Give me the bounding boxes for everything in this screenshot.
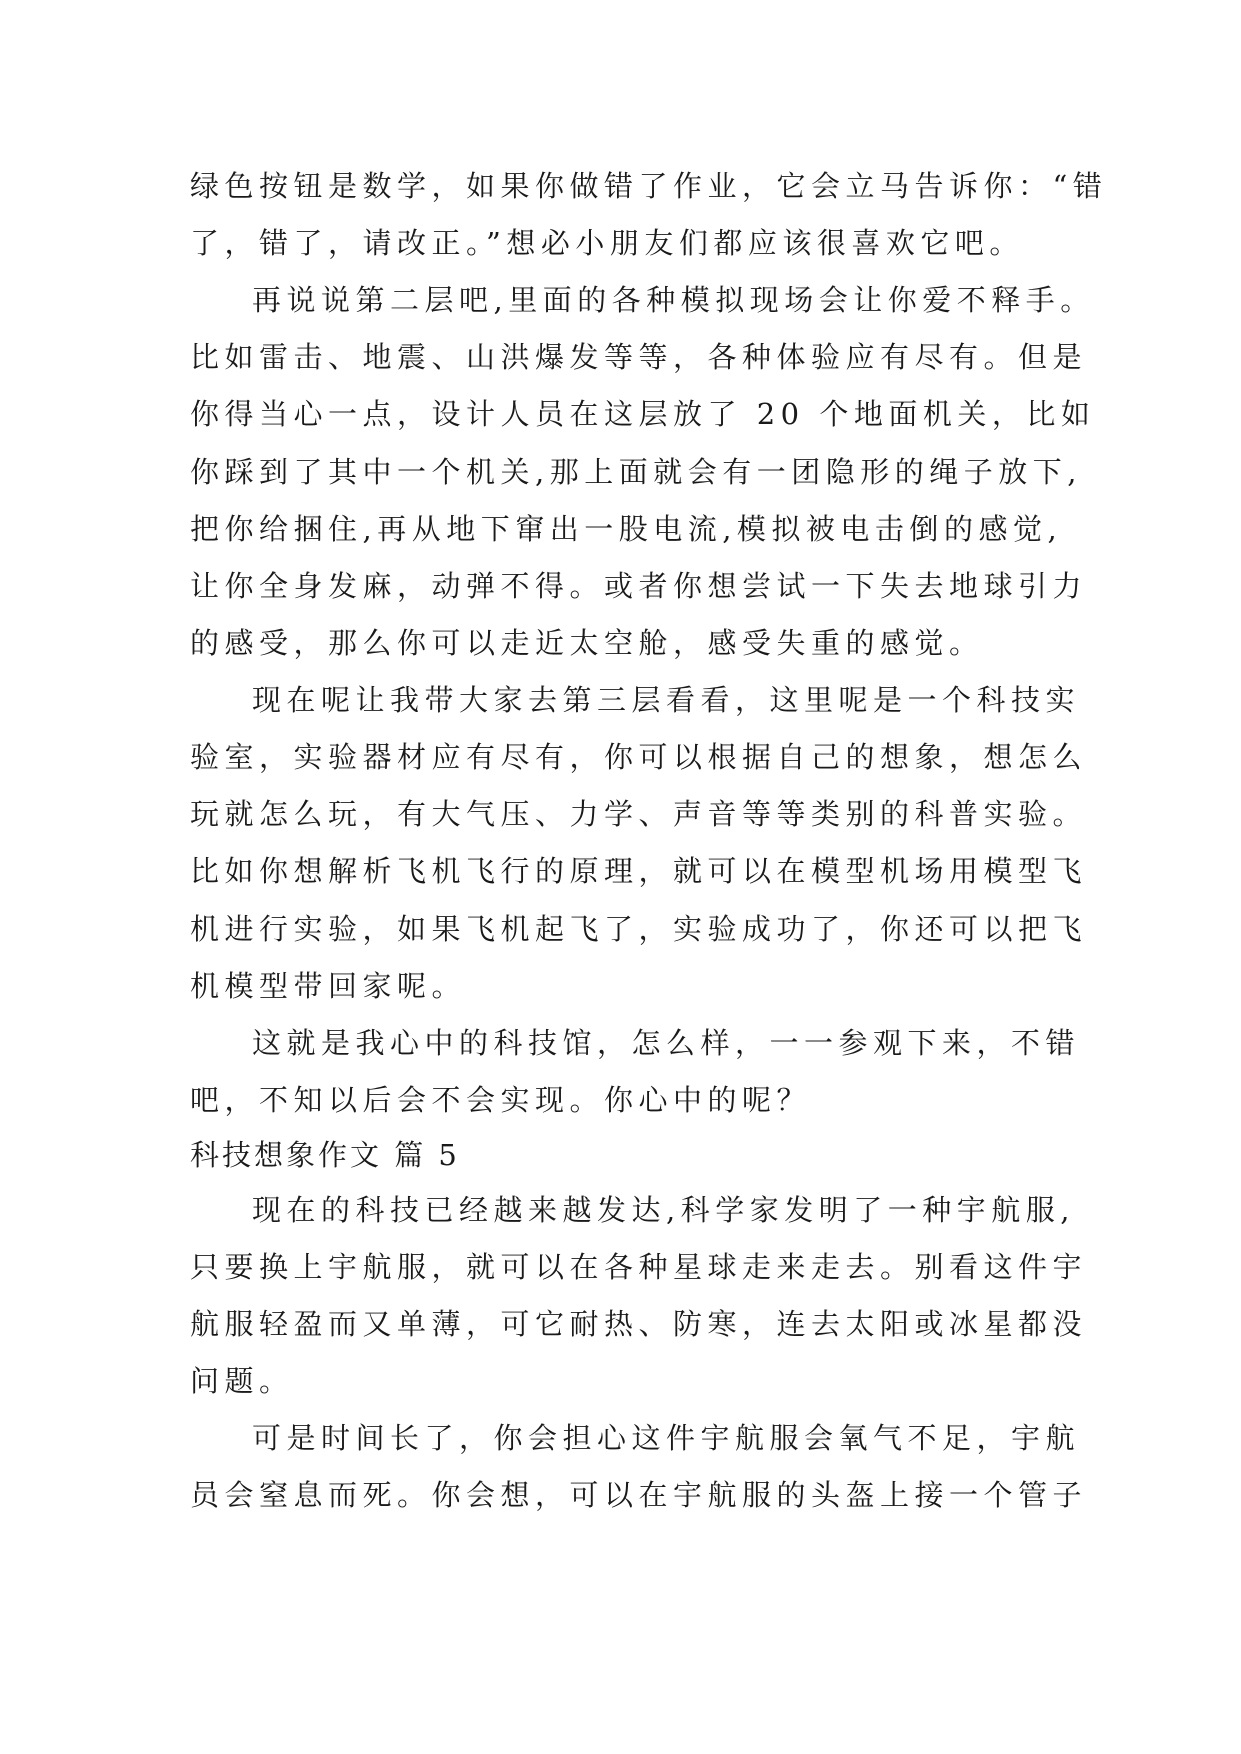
paragraph-line: 验室，实验器材应有尽有，你可以根据自己的想象，想怎么: [190, 740, 1088, 774]
paragraph-line: 让你全身发麻，动弹不得。或者你想尝试一下失去地球引力: [190, 569, 1088, 603]
paragraph-line: 问题。: [190, 1364, 294, 1398]
paragraph-line: 你得当心一点，设计人员在这层放了 20 个地面机关，比如: [190, 397, 1096, 431]
paragraph-line: 再说说第二层吧,里面的各种模拟现场会让你爱不释手。: [252, 283, 1095, 317]
paragraph-line: 现在呢让我带大家去第三层看看，这里呢是一个科技实: [252, 683, 1081, 717]
paragraph-line: 了，错了，请改正。”想必小朋友们都应该很喜欢它吧。: [190, 226, 1024, 260]
paragraph-line: 把你给捆住,再从地下窜出一股电流,模拟被电击倒的感觉,: [190, 512, 1063, 546]
paragraph-line: 可是时间长了，你会担心这件宇航服会氧气不足，宇航: [252, 1421, 1081, 1455]
paragraph-line: 吧，不知以后会不会实现。你心中的呢？: [190, 1083, 812, 1117]
paragraph-line: 机模型带回家呢。: [190, 969, 467, 1003]
paragraph-line: 比如雷击、地震、山洪爆发等等，各种体验应有尽有。但是: [190, 340, 1088, 374]
paragraph-line: 玩就怎么玩，有大气压、力学、声音等等类别的科普实验。: [190, 797, 1088, 831]
paragraph-line: 只要换上宇航服，就可以在各种星球走来走去。别看这件宇: [190, 1250, 1088, 1284]
paragraph-line: 比如你想解析飞机飞行的原理，就可以在模型机场用模型飞: [190, 854, 1088, 888]
paragraph-line: 的感受，那么你可以走近太空舱，感受失重的感觉。: [190, 626, 984, 660]
paragraph-line: 机进行实验，如果飞机起飞了，实验成功了，你还可以把飞: [190, 912, 1088, 946]
paragraph-line: 现在的科技已经越来越发达,科学家发明了一种宇航服,: [252, 1193, 1075, 1227]
paragraph-line: 这就是我心中的科技馆，怎么样，一一参观下来，不错: [252, 1026, 1081, 1060]
paragraph-line: 员会窒息而死。你会想，可以在宇航服的头盔上接一个管子: [190, 1478, 1088, 1512]
section-heading: 科技想象作文 篇 5: [190, 1138, 460, 1172]
paragraph-line: 航服轻盈而又单薄，可它耐热、防寒，连去太阳或冰星都没: [190, 1307, 1088, 1341]
paragraph-line: 你踩到了其中一个机关,那上面就会有一团隐形的绳子放下,: [190, 455, 1082, 489]
paragraph-line: 绿色按钮是数学，如果你做错了作业，它会立马告诉你：“错: [190, 169, 1108, 203]
